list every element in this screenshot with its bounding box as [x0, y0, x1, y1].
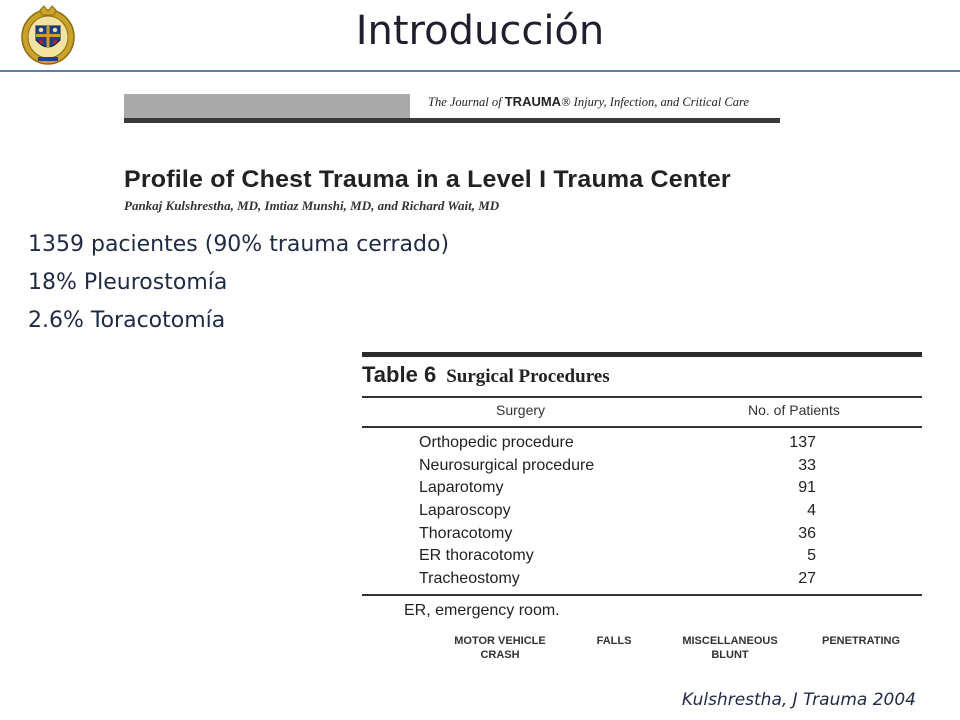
table-cell-patients: 91	[798, 479, 816, 497]
table-row	[362, 502, 922, 525]
table-cell-surgery: Orthopedic procedure	[419, 434, 574, 451]
journal-name: The Journal of TRAUMA® Injury, Infection, and Critical Care	[428, 94, 749, 109]
table-header-rule-top	[362, 396, 922, 398]
table-cell-patients: 27	[798, 570, 816, 588]
table-row	[362, 457, 922, 480]
table-header-patients: No. of Patients	[748, 402, 840, 418]
table-cell-surgery: Thoracotomy	[419, 524, 513, 542]
table-cell-patients: 33	[798, 456, 816, 474]
table-bottom-rule	[362, 594, 922, 596]
table-row	[362, 479, 922, 502]
table-footnote: ER, emergency room.	[404, 602, 560, 619]
table-row	[362, 434, 922, 457]
chart-label-misc-blunt: MISCELLANEOUS BLUNT	[682, 635, 778, 661]
chart-label-penetrating: PENETRATING	[821, 635, 901, 647]
table-cell-surgery: Neurosurgical procedure	[419, 456, 595, 474]
table-cell-patients: 4	[807, 502, 816, 520]
table-cell-patients: 137	[789, 434, 816, 451]
paper-authors: Pankaj Kulshrestha, MD, Imtiaz Munshi, MD, and Richard Wait, MD	[124, 198, 500, 213]
table-cell-patients: 5	[807, 547, 816, 565]
journal-rule	[124, 118, 780, 123]
chart-label-falls: FALLS	[596, 635, 632, 647]
key-findings-list	[28, 226, 449, 340]
title-divider	[0, 70, 960, 72]
finding-thoracotomy: 2.6% Toracotomía	[28, 308, 226, 333]
table-row	[362, 525, 922, 548]
journal-header	[124, 94, 780, 124]
table-row	[362, 570, 922, 593]
chart-label-mvc: MOTOR VEHICLE CRASH	[454, 635, 546, 661]
table-cell-surgery: Tracheostomy	[419, 570, 520, 588]
table-top-rule	[362, 352, 922, 357]
table-number: Table 6	[362, 362, 437, 387]
finding-pleurostomy: 18% Pleurostomía	[28, 270, 228, 295]
citation: Kulshrestha, J Trauma 2004	[681, 690, 916, 710]
table-row	[362, 547, 922, 570]
paper-title: Profile of Chest Trauma in a Level I Trauma Center	[124, 166, 731, 193]
table-body	[362, 434, 922, 593]
table-caption-text: Surgical Procedures	[446, 366, 610, 387]
table-cell-surgery: Laparoscopy	[419, 502, 511, 520]
finding-patients: 1359 pacientes (90% trauma cerrado)	[28, 232, 450, 257]
slide-title: Introducción	[355, 8, 605, 54]
table-header-rule-bottom	[362, 426, 922, 428]
table-cell-patients: 36	[798, 524, 816, 542]
table-cell-surgery: Laparotomy	[419, 479, 504, 497]
journal-gray-block	[124, 94, 410, 118]
table-header-surgery: Surgery	[496, 402, 546, 418]
table-caption	[362, 362, 610, 388]
table-cell-surgery: ER thoracotomy	[419, 547, 534, 565]
